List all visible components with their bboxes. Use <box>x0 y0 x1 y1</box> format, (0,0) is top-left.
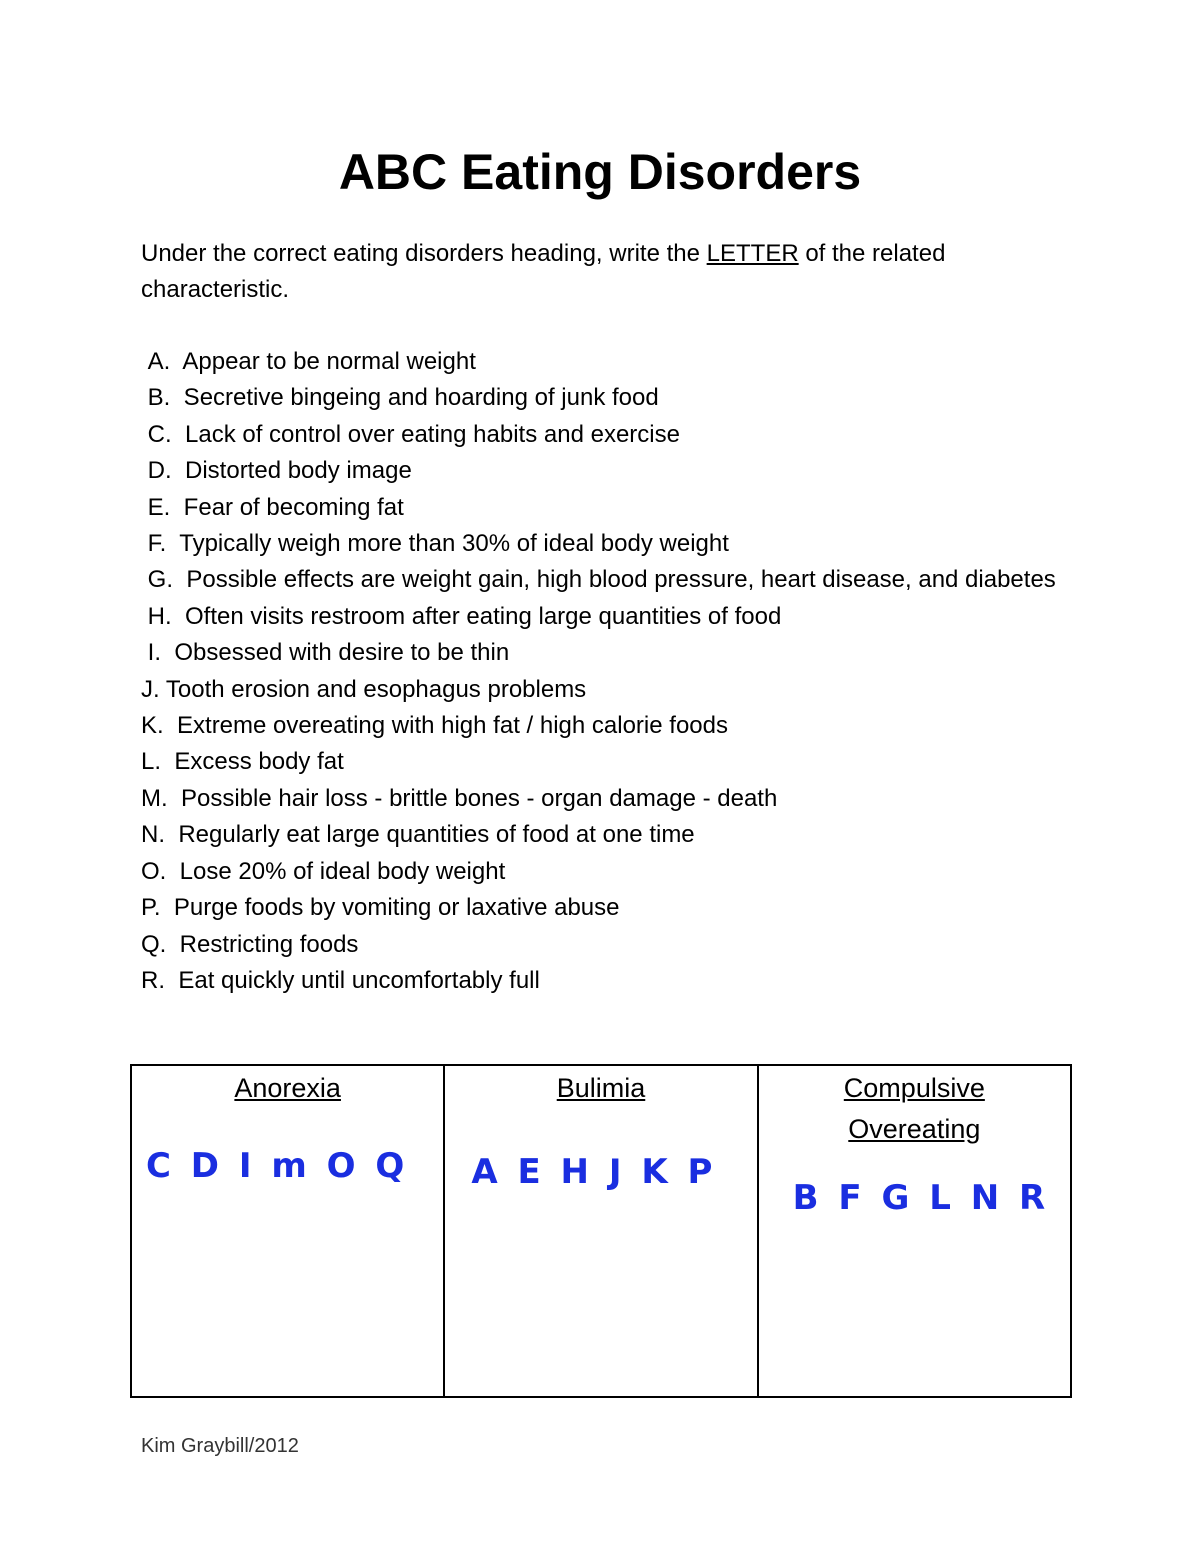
answer-cell-bulimia[interactable] <box>444 1065 757 1397</box>
list-item: G. Possible effects are weight gain, high blood pressure, heart disease, and diabetes <box>141 566 1056 594</box>
column-heading-bulimia: Bulimia <box>556 1073 646 1103</box>
list-item: F. Typically weigh more than 30% of ideal body weight <box>141 530 729 558</box>
answer-cell-compulsive-overeating[interactable] <box>758 1065 1071 1397</box>
list-item: Q. Restricting foods <box>141 930 359 958</box>
list-item: K. Extreme overeating with high fat / high calorie foods <box>141 712 728 740</box>
list-item: R. Eat quickly until uncomfortably full <box>141 966 540 994</box>
handwritten-answer-bulimia: A E H J K P <box>471 1152 717 1192</box>
table-row <box>131 1065 1071 1397</box>
list-item: A. Appear to be normal weight <box>141 348 476 375</box>
list-item: J. Tooth erosion and esophagus problems <box>141 675 587 703</box>
list-item: C. Lack of control over eating habits and exercise <box>141 420 680 448</box>
instructions <box>141 236 1041 308</box>
answer-table <box>130 1064 1072 1398</box>
list-item: B. Secretive bingeing and hoarding of junk food <box>141 384 659 412</box>
list-item: P. Purge foods by vomiting or laxative abuse <box>141 894 620 922</box>
list-item: H. Often visits restroom after eating large quantities of food <box>141 602 782 630</box>
list-item: N. Regularly eat large quantities of food at one time <box>141 821 695 849</box>
footer-credit: Kim Graybill/2012 <box>141 1435 299 1457</box>
answer-cell-anorexia[interactable] <box>131 1065 444 1397</box>
handwritten-answer-compulsive-overeating: B F G L N R <box>792 1178 1050 1218</box>
list-item: I. Obsessed with desire to be thin <box>141 639 510 667</box>
list-item: D. Distorted body image <box>141 457 412 485</box>
instructions-text-after: of the related characteristic. <box>141 240 946 303</box>
list-item: O. Lose 20% of ideal body weight <box>141 857 506 885</box>
list-item: L. Excess body fat <box>141 748 344 776</box>
page-title: ABC Eating Disorders <box>338 144 862 200</box>
column-heading-compulsive-overeating: Compulsive Overeating <box>843 1073 985 1144</box>
list-item: M. Possible hair loss - brittle bones - organ damage - death <box>141 784 778 812</box>
column-heading-anorexia: Anorexia <box>234 1073 341 1103</box>
instructions-text-before: Under the correct eating disorders heading, write the <box>141 240 707 267</box>
characteristics-list <box>141 344 1061 999</box>
handwritten-answer-anorexia: C D I m O Q <box>146 1146 409 1186</box>
instructions-emphasis: LETTER <box>706 240 799 267</box>
list-item: E. Fear of becoming fat <box>141 493 404 521</box>
